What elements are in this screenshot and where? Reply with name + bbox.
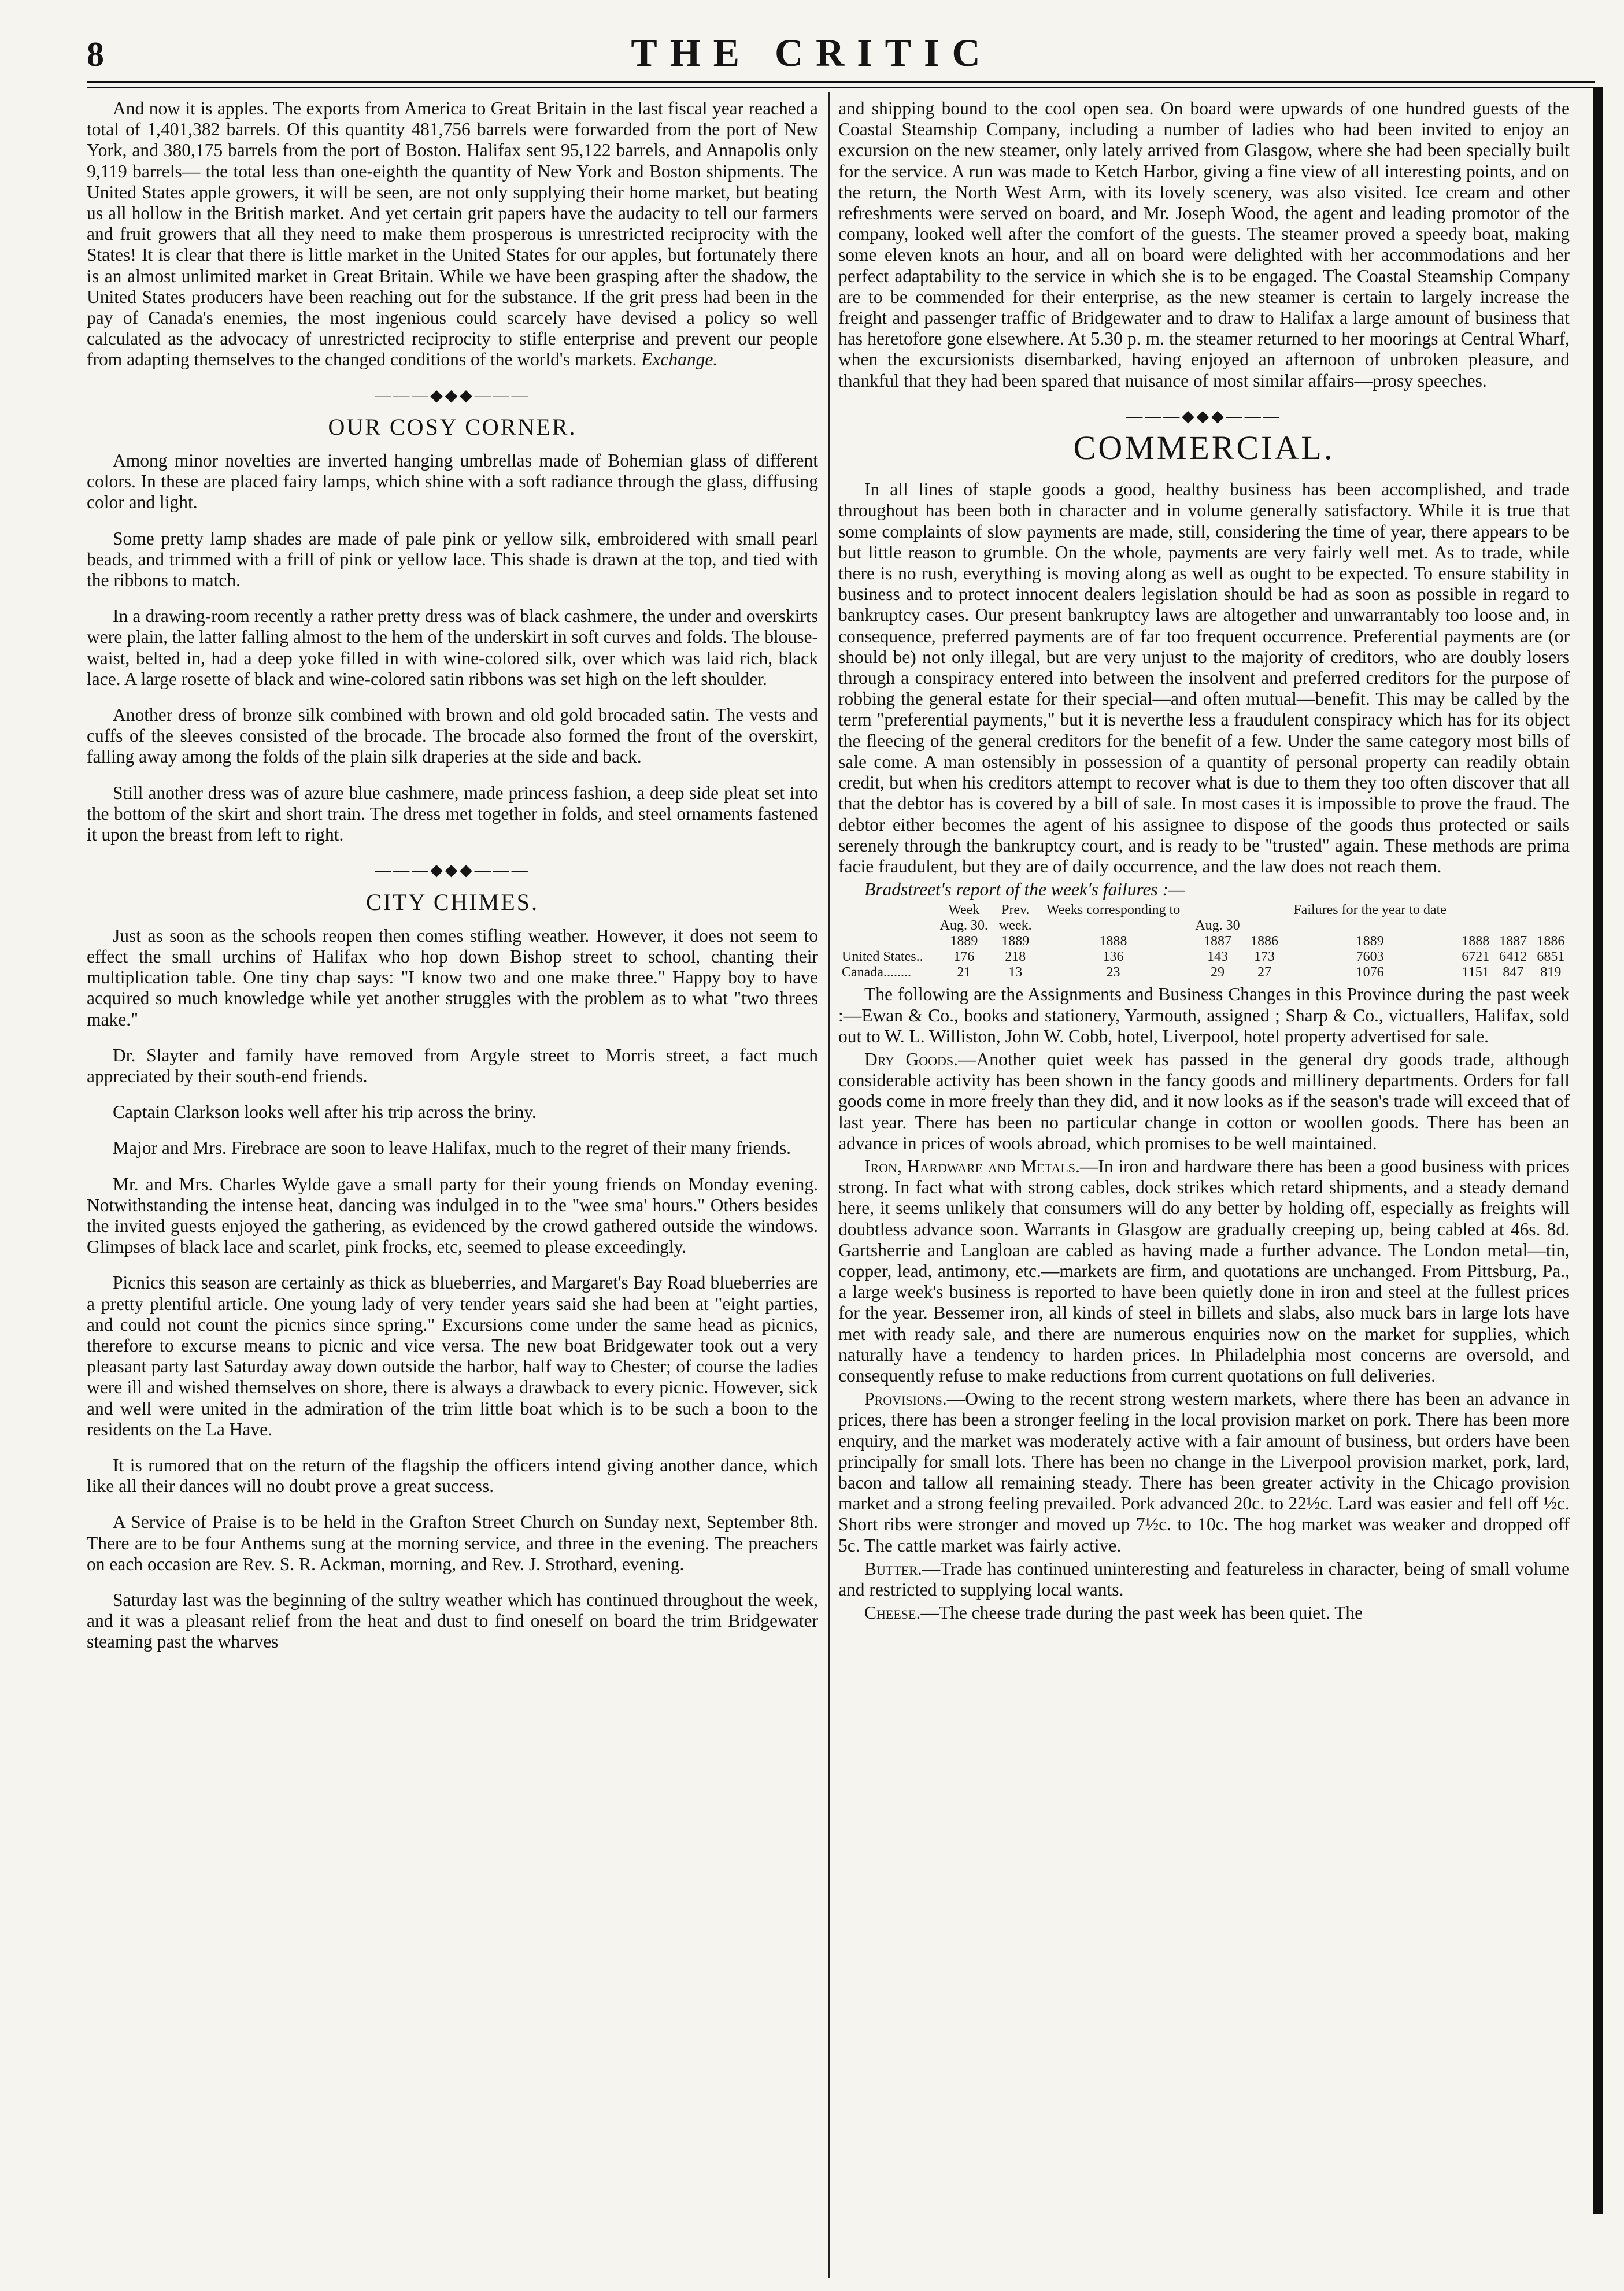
table-cell: 1889 [1001, 934, 1030, 949]
table-cell: Week [948, 902, 980, 918]
table-cell: Failures for the year to date [1293, 902, 1447, 918]
table-year-row [838, 934, 1570, 949]
chimes-paragraph: Mr. and Mrs. Charles Wylde gave a small party for their young friends on Monday evening. Notwithstanding the intense heat, dancing was indulged in to the "wee sma' hours." Others besides the invited guests enjoyed the gathering, as evidenced by the crowd gathered outside the windows. Glimpses of black lace and scarlet, pink frocks, etc, seemed to please exceedingly. [87, 1174, 818, 1257]
iron-label: Iron, Hardware and Metals. [864, 1156, 1080, 1176]
table-cell: 136 [1103, 949, 1124, 965]
cheese-label: Cheese. [864, 1602, 921, 1623]
table-header-row [838, 918, 1570, 934]
header-rule-thin [87, 87, 1595, 88]
table-cell: Weeks corresponding to [1046, 902, 1181, 918]
cheese-text: —The cheese trade during the past week has been quiet. The [920, 1602, 1363, 1623]
table-cell: 1889 [1356, 934, 1384, 949]
cosy-paragraph: Among minor novelties are inverted hanging umbrellas made of Bohemian glass of different colors. In these are placed fairy lamps, which shine with a soft radiance through the glass, diffusing color and light. [87, 450, 818, 513]
table-row [838, 949, 1570, 965]
cosy-paragraph: In a drawing-room recently a rather pretty dress was of black cashmere, the under and overskirts were plain, the latter falling almost to the hem of the underskirt in soft curves and folds. The blouse-waist, belted in, had a deep yoke filled in with wine-colored silk, over which was laid rich, black lace. A large rosette of black and wine-colored satin ribbons was set high on the left shoulder. [87, 606, 818, 689]
section-title-cosy-corner: OUR COSY CORNER. [328, 413, 577, 440]
chimes-paragraph: Dr. Slayter and family have removed from Argyle street to Morris street, a fact much appreciated by their south-end friends. [87, 1045, 818, 1086]
table-cell: 21 [957, 965, 971, 980]
table-cell [838, 918, 934, 934]
table-cell [1190, 902, 1246, 918]
assignments-paragraph: The following are the Assignments and Business Changes in this Province during the past week :—Ewan & Co., books and stationery, Yarmouth, assigned ; Sharp & Co., victuallers, Halifax, sold out to W. L. Williston, John W. Cobb, hotel, Liverpool, hotel property advertised for sale. [838, 984, 1570, 1046]
table-cell: 1886 [1251, 934, 1279, 949]
butter-label: Butter. [864, 1558, 922, 1579]
table-cell: 7603 [1356, 949, 1384, 965]
table-row [838, 965, 1570, 980]
chimes-paragraph: Major and Mrs. Firebrace are soon to leave Halifax, much to the regret of their many friends. [113, 1138, 791, 1159]
bradstreet-intro-text: Bradstreet's report of the week's failures :— [864, 879, 1185, 900]
chimes-paragraph: Saturday last was the beginning of the sultry weather which has continued throughout the week, and it was a pleasant relief from the heat and dust to find oneself on board the trim Bridgewater steaming past the wharves [87, 1589, 818, 1652]
table-cell: 6851 [1537, 949, 1565, 965]
table-cell: 1886 [1537, 934, 1565, 949]
table-cell: 1887 [1204, 934, 1232, 949]
excursion-continued: and shipping bound to the cool open sea. On board were upwards of one hundred guests of the Coastal Steamship Company, including a number of ladies who had been invited to enjoy an excursion on the new steamer, only lately arrived from Glasgow, where she had been specially built for the service. A run was made to Ketch Harbor, giving a fine view of all interesting points, and on the return, the North West Arm, with its lovely scenery, was also visited. Ice cream and other refreshments were served on board, and Mr. Joseph Wood, the agent and leading promotor of the company, looked well after the comfort of the guests. The steamer proved a speedy boat, making some eleven knots an hour, and all on board were delighted with her accommodations and her perfect adaptability to the service in which she is to be engaged. The Coastal Steamship Company are to be commended for their enterprise, as the new steamer is certain to largely increase the freight and passenger traffic of Bridgewater and to draw to Halifax a large amount of business that has heretofore gone elsewhere. At 5.30 p. m. the steamer returned to her moorings at Central Wharf, when the excursionists disembarked, having enjoyed an afternoon of unbroken pleasure, and thankful that they had been spared that nuisance of most similar affairs—prosy speeches. [838, 98, 1570, 391]
table-cell: 13 [1008, 965, 1023, 980]
butter-text: —Trade has continued uninteresting and featureless in character, being of small volume and restricted to supplying local wants. [838, 1558, 1570, 1600]
column-divider [828, 92, 830, 2278]
chimes-paragraph: Just as soon as the schools reopen then comes stifling weather. However, it does not seem to effect the small urchins of Halifax who hop down Bishop street to school, chanting their multiplication table. One tiny chap says: "I know two and one make three." Happy boy to have acquired so much knowledge while yet another struggles with the problem as to what "two threes make." [87, 925, 818, 1030]
chimes-paragraph: Captain Clarkson looks well after his trip across the briny. [113, 1102, 537, 1123]
article-apples [87, 98, 818, 371]
provisions-label: Provisions. [864, 1389, 947, 1409]
left-column [87, 98, 818, 2278]
table-cell [1037, 918, 1190, 934]
chimes-paragraph: It is rumored that on the return of the flagship the officers intend giving another dance, which like all their dances will no doubt prove a great success. [87, 1454, 818, 1497]
iron-text: —In iron and hardware there has been a good business with prices strong. In fact what with strong cables, dock strikes which retard shipments, and a steady demand here, it seems unlikely that consumers will do any better by holding off, especially as freights will doubtless advance soon. Warrants in Glasgow are gradually creeping up, being cabled at 46s. 8d. Gartsherrie and Langloan are cabled as having made a further advance. The London metal—tin, copper, lead, antimony, etc.—markets are firm, and quotations are unchanged. From Pittsburg, Pa., a large week's business is reported to have been quietly done in iron and steel at the fullest prices for the year. Bessemer iron, all kinds of steel in billets and slabs, also muck bars in large lots have met with ready sale, and there are numerous enquiries now on the market for supplies, which naturally have a tendency to harden prices. In Philadelphia most concerns are oversold, and consequently refuse to make reductions from current quotations on full deliveries. [838, 1156, 1570, 1386]
table-cell: 1076 [1356, 965, 1384, 980]
table-cell: 143 [1207, 949, 1229, 965]
table-cell [1532, 902, 1570, 918]
table-cell: 1888 [1099, 934, 1127, 949]
table-cell: 6412 [1499, 949, 1527, 965]
commercial-paragraph: In all lines of staple goods a good, healthy business has been accomplished, and trade throughout has been both in character and in volume generally satisfactory. While it is true that some complaints of slow payments are made, still, considering the time of year, there appears to be but little reason to grumble. On the whole, payments are very fairly well met. As to trade, while there is no rush, everything is moving along as well as ought to be expected. To ensure stability in business and to protect innocent dealers legislation should be had as soon as possible in regard to bankruptcy cases. Our present bankruptcy laws are altogether and unwarrantably too loose and, in consequence, preferred payments are of far too frequent occurrence. Preferential payments are (or should be) not only illegal, but are very unjust to the majority of creditors, who are doubly losers through a conspiracy entered into between the insolvent and preferred creditors for the purpose of robbing the general estate for their special—and often mutual—benefit. This may be called by the term "preferential payments," but it is neverthe less a fraudulent conspiracy which has for its object the fleecing of the general creditors for the benefit of a few. Under the same category most bills of sale come. A man ostensibly in possession of a quantity of personal property can readily obtain credit, but when his creditors attempt to recover what is due to them they too often discover that all that the debtor has is covered by a bill of sale. In most cases it is impossible to prove the fraud. The debtor either becomes the agent of his assignee to dispose of the goods thus protected or sails serenely through the bankruptcy court, and is ready to be "trusted" again. These methods are prima facie fraudulent, but they are of daily occurrence, and the law does not reach them. [838, 479, 1570, 876]
binding-edge [1593, 87, 1603, 2214]
table-cell: 847 [1503, 965, 1524, 980]
table-cell: United States.. [842, 949, 923, 965]
cheese-paragraph [838, 1602, 1570, 1623]
failures-table [838, 902, 1570, 980]
section-ornament: ———◆◆◆——— [375, 861, 530, 880]
section-ornament: ———◆◆◆——— [375, 386, 530, 405]
section-title-commercial: COMMERCIAL. [1073, 429, 1335, 467]
dry-goods-text: —Another quiet week has passed in the general dry goods trade, although considerable activity has been shown in the fancy goods and millinery departments. Orders for fall goods come in more freely than they did, and it now looks as if the season's trade will exceed that of last year. There has been no particular change in cotton or woollen goods. There has been an advance in prices of wools abroad, which promises to be well maintained. [838, 1049, 1570, 1153]
table-cell [1532, 918, 1570, 934]
bradstreet-intro [838, 879, 1570, 900]
table-cell [1494, 918, 1532, 934]
article-apples-text: And now it is apples. The exports from America to Great Britain in the last fiscal year reached a total of 1,401,382 barrels. Of this quantity 481,756 barrels were forwarded from the port of New York, and 380,175 barrels from the port of Boston. Halifax sent 95,122 barrels, and Annapolis only 9,119 barrels— the total less than one-eighth the quantity of New York and Boston shipments. The United States apple growers, it will be seen, are not only supplying their home market, but beating us all hollow in the British market. And yet certain grit papers have the audacity to tell our farmers and fruit growers that all they need to make them prosperous is unrestricted reciprocity with the States! It is clear that there is little market in the United States for our apples, but fortunately there is an almost unlimited market in Great Britain. While we have been grasping after the shadow, the United States producers have been reaching out for the substance. If the grit press had been in the pay of Canada's enemies, the most ingenious could scarcely have devised a policy so well calculated as the advocacy of unrestricted reciprocity to stifle enterprise and prevent our people from adapting themselves to the changed conditions of the world's markets. [87, 98, 818, 370]
table-cell [1457, 918, 1494, 934]
header-rule [87, 81, 1595, 83]
table-cell: Canada........ [842, 965, 911, 980]
table-cell: 819 [1540, 965, 1562, 980]
table-cell: Prev. [1001, 902, 1030, 918]
right-column [838, 98, 1570, 2278]
table-cell: Aug. 30. [939, 918, 989, 934]
cosy-paragraph: Some pretty lamp shades are made of pale pink or yellow silk, embroidered with small pearl beads, and trimmed with a frill of pink or yellow lace. This shade is drawn at the top, and tied with the ribbons to match. [87, 528, 818, 591]
masthead: THE CRITIC [631, 31, 993, 75]
table-cell [1245, 918, 1283, 934]
table-cell: 1889 [950, 934, 978, 949]
dry-goods-paragraph [838, 1049, 1570, 1154]
table-cell: 29 [1211, 965, 1225, 980]
article-apples-source: Exchange. [641, 349, 718, 370]
table-cell: 176 [953, 949, 975, 965]
table-cell [838, 902, 934, 918]
table-cell: 1888 [1462, 934, 1490, 949]
table-cell: 218 [1005, 949, 1026, 965]
cosy-paragraph: Another dress of bronze silk combined with brown and old gold brocaded satin. The vests and cuffs of the sleeves consisted of the brocade. The brocade also formed the front of the overskirt, falling away among the folds of the plain silk draperies at the side and back. [87, 705, 818, 767]
table-cell [1283, 918, 1457, 934]
cosy-paragraph: Still another dress was of azure blue cashmere, made princess fashion, a deep side pleat set into the bottom of the skirt and short train. The dress met together in folds, and steel ornaments fastened it upon the breast from left to right. [87, 782, 818, 845]
section-ornament: ———◆◆◆——— [1126, 407, 1282, 425]
page-number: 8 [87, 35, 104, 73]
chimes-paragraph: A Service of Praise is to be held in the Grafton Street Church on Sunday next, September 8th. There are to be four Anthems sung at the morning service, and three in the evening. The preachers on each occasion are Rev. S. R. Ackman, morning, and Rev. J. Strothard, evening. [87, 1512, 818, 1574]
provisions-paragraph [838, 1389, 1570, 1556]
provisions-text: —Owing to the recent strong western markets, where there has been an advance in prices, there has been a stronger feeling in the local provision market on pork. There has been more enquiry, and the market was moderately active with a fair amount of business, but orders have been principally for small lots. There has been no change in the Liverpool provision market, pork, lard, bacon and tallow all remaining steady. There has been greater activity in the Chicago provision market and a strong feeling prevailed. Pork advanced 20c. to 22½c. Lard was easier and fell off ½c. Short ribs were stronger and moved up 7½c. to 10c. The hog market was weaker and dropped off 5c. The cattle market was fairly active. [838, 1389, 1570, 1556]
table-cell [1494, 902, 1532, 918]
table-cell: 27 [1257, 965, 1272, 980]
table-cell: 1887 [1499, 934, 1527, 949]
iron-paragraph [838, 1156, 1570, 1386]
table-cell: 6721 [1462, 949, 1490, 965]
table-cell: week. [998, 918, 1032, 934]
butter-paragraph [838, 1559, 1570, 1600]
table-cell: 1151 [1462, 965, 1489, 980]
dry-goods-label: Dry Goods. [864, 1049, 959, 1069]
table-cell: Aug. 30 [1195, 918, 1240, 934]
table-cell [1457, 902, 1494, 918]
table-cell [838, 934, 934, 949]
table-cell: 23 [1106, 965, 1120, 980]
table-cell [1245, 902, 1283, 918]
table-header-row [838, 902, 1570, 918]
section-title-city-chimes: CITY CHIMES. [366, 889, 539, 915]
chimes-paragraph: Picnics this season are certainly as thick as blueberries, and Margaret's Bay Road blueberries are a pretty plentiful article. One young lady of very tender years said she had been at "eight parties, and could not count the picnics since spring." Excursions come under the same head as picnics, therefore to excurse means to picnic and vice versa. The new boat Bridgewater took out a very pleasant party last Saturday away down outside the harbor, half way to Chester; of course the ladies were ill and wished themselves on shore, there is always a drawback to every picnic. However, sick and well were united in the admiration of the trim little boat which is to be such a boon to the residents on the La Have. [87, 1272, 818, 1439]
table-cell: 173 [1254, 949, 1275, 965]
